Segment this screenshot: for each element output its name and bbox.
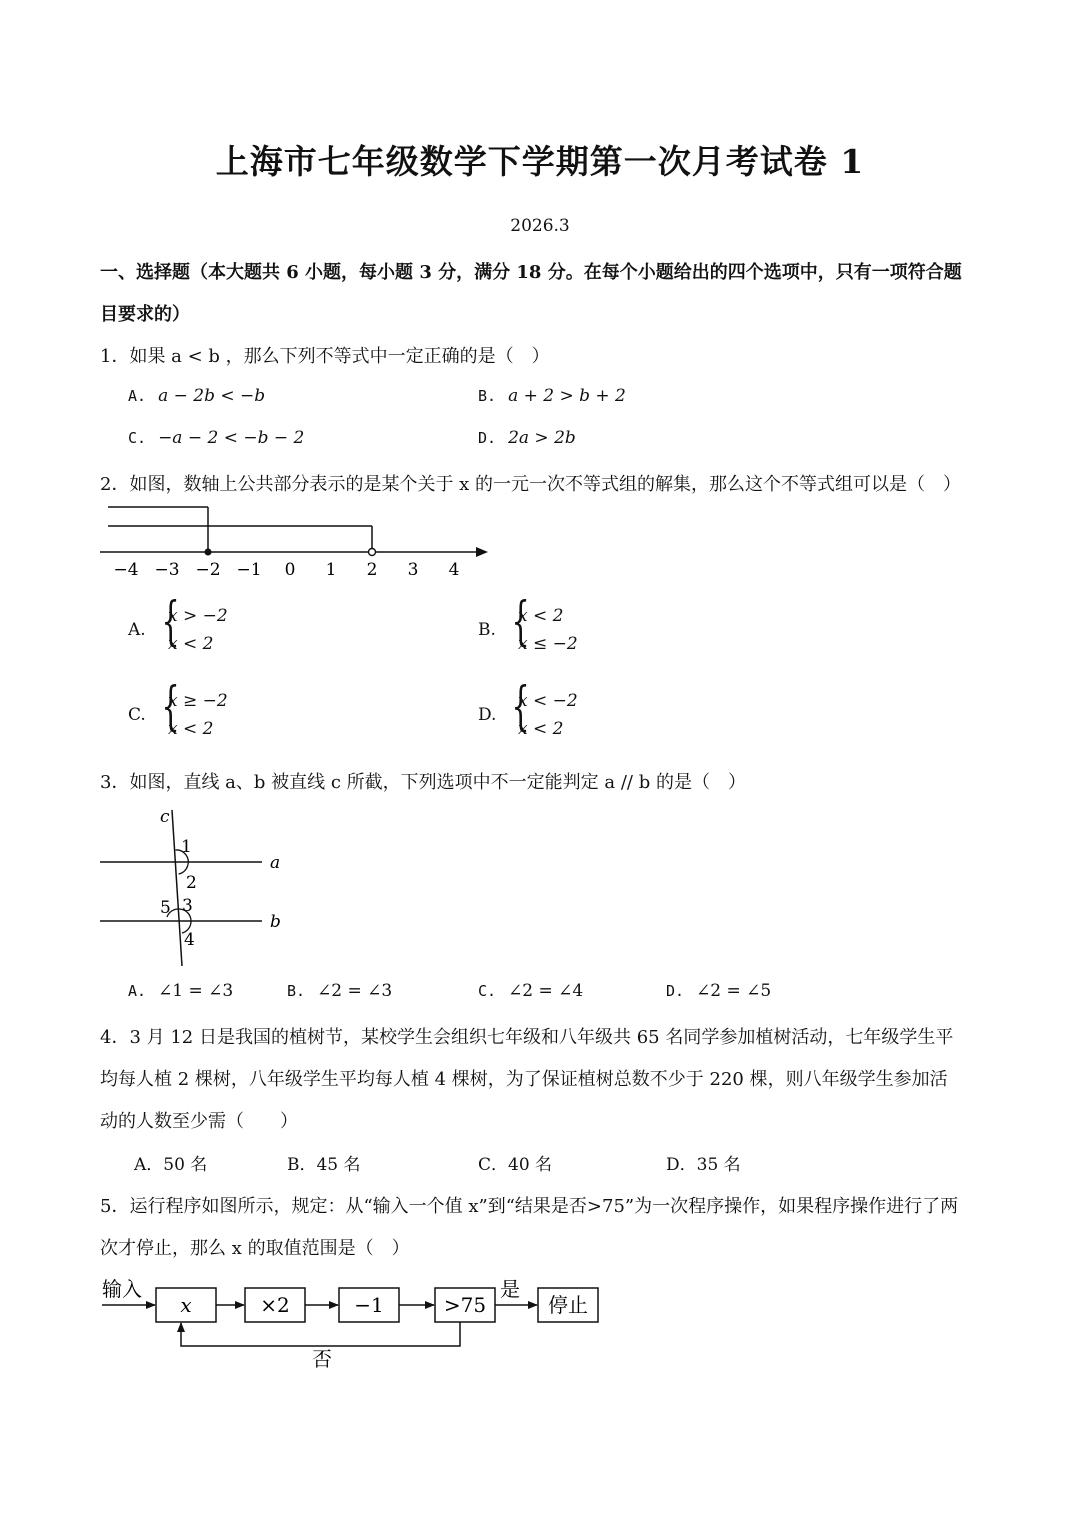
label-b: b: [270, 912, 281, 932]
q1-c-text: −a − 2 < −b − 2: [158, 428, 305, 448]
flow-no-label: 否: [312, 1347, 332, 1371]
q3-option-b: [287, 981, 392, 1001]
q1-c-label: C.: [128, 429, 147, 447]
tick-label: 4: [448, 560, 460, 580]
q3-stem: 3．如图，直线 a、b 被直线 c 所截，下列选项中不一定能判定 a // b 的是（ ）: [100, 772, 746, 793]
hollow-point-2: [369, 549, 376, 556]
flow-box-minus1-text: −1: [354, 1293, 384, 1317]
number-line-figure: [96, 500, 496, 590]
q2-stem: 2．如图，数轴上公共部分表示的是某个关于 x 的一元一次不等式组的解集，那么这个不等式组可以是（ ）: [100, 474, 962, 495]
q5-stem-line2: 次才停止，那么 x 的取值范围是（ ）: [100, 1238, 410, 1259]
q2-c-line1: x ≥ −2: [168, 691, 228, 711]
section-heading-line2: 目要求的）: [100, 304, 190, 325]
q3-c-text: ∠2 = ∠4: [508, 981, 584, 1001]
q2-b-line2: x ≤ −2: [518, 634, 578, 654]
q3-option-c: [478, 981, 583, 1001]
flow-box-times2-text: ×2: [260, 1293, 290, 1317]
angle-label-2: 2: [186, 873, 197, 893]
tick-label: 3: [407, 560, 419, 580]
axis-arrow-icon: [476, 547, 488, 557]
q1-d-text: 2a > 2b: [508, 428, 576, 448]
section-heading-line1: 一、选择题（本大题共 6 小题，每小题 3 分，满分 18 分。在每个小题给出的四个选项中，只有一项符合题: [100, 262, 962, 283]
q1-option-a: [128, 386, 265, 406]
q5-stem-line1: 5．运行程序如图所示，规定：从“输入一个值 x”到“结果是否>75”为一次程序操作，如果程序操作进行了两: [100, 1196, 959, 1217]
line-c: [172, 810, 182, 966]
q2-option-b-label: B.: [478, 620, 496, 640]
q2-a-line1: x > −2: [168, 606, 228, 626]
q4-stem-line3: 动的人数至少需（ ）: [100, 1111, 298, 1132]
q4-option-a: A．50 名: [134, 1155, 208, 1175]
flow-box-stop-text: 停止: [548, 1293, 588, 1317]
q3-d-label: D.: [666, 982, 685, 1000]
label-a: a: [270, 853, 281, 873]
q2-d-line1: x < −2: [518, 691, 578, 711]
flow-box-gt75-text: >75: [443, 1293, 487, 1317]
q2-option-b: { x < 2 x ≤ −2: [518, 602, 578, 658]
q3-a-label: A.: [128, 982, 147, 1000]
q2-option-a-label: A.: [128, 620, 146, 640]
angle-label-4: 4: [184, 930, 195, 950]
flowchart-figure: [96, 1270, 616, 1380]
tick-label: 1: [325, 560, 337, 580]
q3-option-d: [666, 981, 771, 1001]
tick-label: −2: [195, 560, 221, 580]
tick-label: −1: [236, 560, 262, 580]
q2-option-d: { x < −2 x < 2: [518, 687, 578, 743]
q2-d-line2: x < 2: [518, 719, 564, 739]
q3-c-label: C.: [478, 982, 497, 1000]
angle-label-3: 3: [182, 896, 193, 916]
flow-input-label: 输入: [102, 1277, 142, 1301]
exam-date: 2026.3: [510, 216, 570, 236]
arrow-no-loop: [181, 1322, 460, 1346]
tick-label: 2: [366, 560, 378, 580]
label-c: c: [160, 807, 170, 827]
q1-d-label: D.: [478, 429, 497, 447]
q1-option-c: [128, 428, 304, 448]
flow-yes-label: 是: [500, 1277, 520, 1301]
page-title: 上海市七年级数学下学期第一次月考试卷 1: [215, 142, 865, 181]
q2-option-d-label: D.: [478, 705, 497, 725]
q2-option-a: { x > −2 x < 2: [168, 602, 228, 658]
q1-stem: 1．如果 a < b ，那么下列不等式中一定正确的是（ ）: [100, 346, 550, 367]
q2-c-line2: x < 2: [168, 719, 214, 739]
q1-a-text: a − 2b < −b: [158, 386, 266, 406]
q1-option-d: [478, 428, 576, 448]
parallel-lines-figure: [96, 800, 296, 970]
q2-b-line1: x < 2: [518, 606, 564, 626]
q1-b-label: B.: [478, 387, 497, 405]
q2-a-line2: x < 2: [168, 634, 214, 654]
q2-option-c: { x ≥ −2 x < 2: [168, 687, 228, 743]
q2-option-c-label: C.: [128, 705, 146, 725]
q3-d-text: ∠2 = ∠5: [696, 981, 772, 1001]
q3-option-a: [128, 981, 233, 1001]
tick-label: 0: [284, 560, 296, 580]
flow-box-x-text: x: [180, 1293, 192, 1317]
q4-option-d: D．35 名: [666, 1155, 741, 1175]
q3-a-text: ∠1 = ∠3: [158, 981, 234, 1001]
angle-label-1: 1: [181, 837, 192, 857]
q4-option-b: B．45 名: [287, 1155, 361, 1175]
q4-stem-line1: 4．3 月 12 日是我国的植树节，某校学生会组织七年级和八年级共 65 名同学参加植树活动，七年级学生平: [100, 1027, 954, 1048]
solid-point-neg2: [205, 549, 212, 556]
q3-b-label: B.: [287, 982, 306, 1000]
tick-label: −3: [154, 560, 180, 580]
q4-option-c: C．40 名: [478, 1155, 553, 1175]
q4-stem-line2: 均每人植 2 棵树，八年级学生平均每人植 4 棵树，为了保证植树总数不少于 220 棵，则八年级学生参加活: [100, 1069, 948, 1090]
q1-a-label: A.: [128, 387, 147, 405]
tick-label: −4: [113, 560, 139, 580]
q1-option-b: [478, 386, 626, 406]
q3-b-text: ∠2 = ∠3: [317, 981, 393, 1001]
q1-b-text: a + 2 > b + 2: [508, 386, 626, 406]
angle-label-5: 5: [160, 898, 171, 918]
